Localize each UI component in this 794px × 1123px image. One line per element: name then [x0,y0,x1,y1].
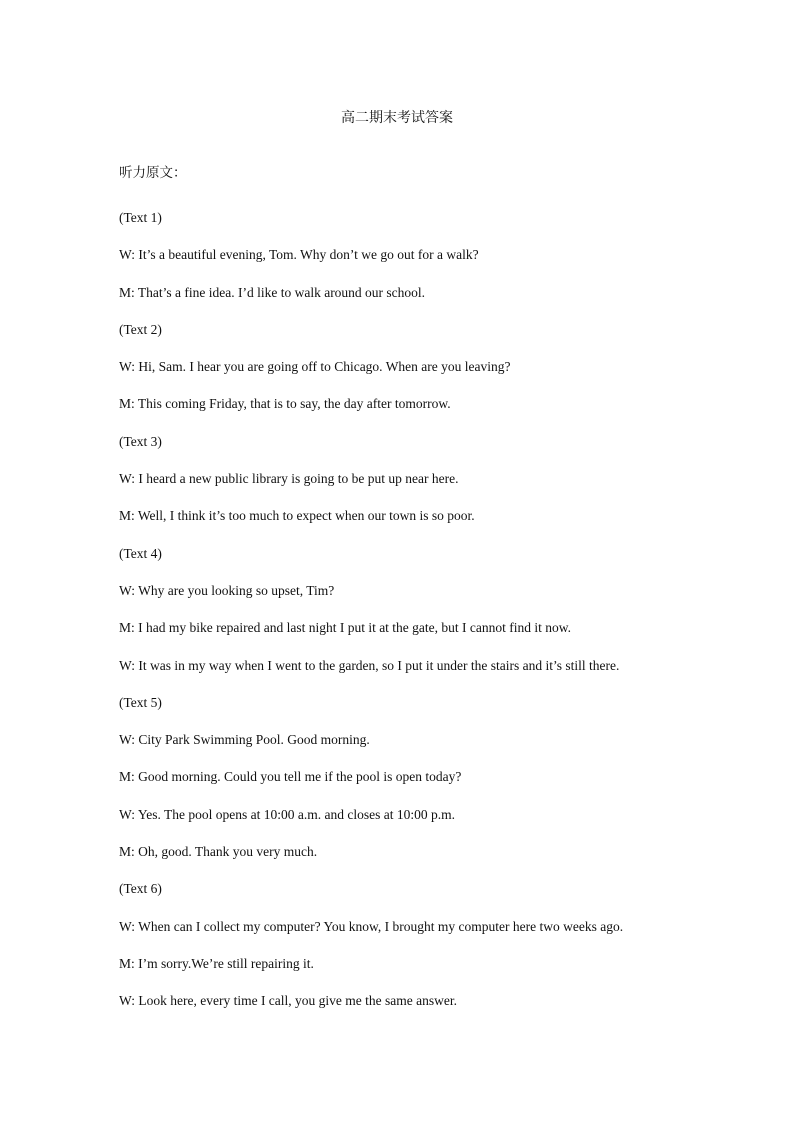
transcript-line: (Text 3) [119,433,162,449]
transcript-line: M: This coming Friday, that is to say, the day after tomorrow. [119,396,451,412]
transcript-line: M: That’s a fine idea. I’d like to walk around our school. [119,284,426,300]
transcript-line: (Text 6) [119,881,162,897]
transcript-line: W: Why are you looking so upset, Tim? [119,582,335,598]
transcript-line: W: It’s a beautiful evening, Tom. Why don’t we go out for a walk? [119,247,479,263]
document-title: 高二期末考试答案 [341,110,453,126]
transcript-line: (Text 4) [119,545,162,561]
transcript-line: (Text 5) [119,694,162,710]
section-heading: 听力原文： [119,165,187,181]
transcript-line: M: Well, I think it’s too much to expect when our town is so poor. [119,508,475,524]
transcript-line: M: Good morning. Could you tell me if the pool is open today? [119,769,462,785]
transcript-line: M: I’m sorry.We’re still repairing it. [119,955,314,971]
transcript-line: W: City Park Swimming Pool. Good morning. [119,732,370,748]
transcript-line: W: Yes. The pool opens at 10:00 a.m. and closes at 10:00 p.m. [119,806,455,822]
transcript-line: W: I heard a new public library is going to be put up near here. [119,471,459,487]
transcript-line: M: I had my bike repaired and last night I put it at the gate, but I cannot find it now. [119,620,572,636]
transcript-line: (Text 1) [119,210,162,225]
transcript-line: (Text 2) [119,321,162,337]
transcript-lines [119,209,719,1030]
transcript-line: W: It was in my way when I went to the garden, so I put it under the stairs and it’s still there. [119,657,620,673]
transcript-line: M: Oh, good. Thank you very much. [119,844,318,860]
transcript-line: W: Look here, every time I call, you give me the same answer. [119,993,458,1009]
transcript-line: W: Hi, Sam. I hear you are going off to Chicago. When are you leaving? [119,359,511,375]
transcript-line: W: When can I collect my computer? You know, I brought my computer here two weeks ago. [119,918,624,934]
